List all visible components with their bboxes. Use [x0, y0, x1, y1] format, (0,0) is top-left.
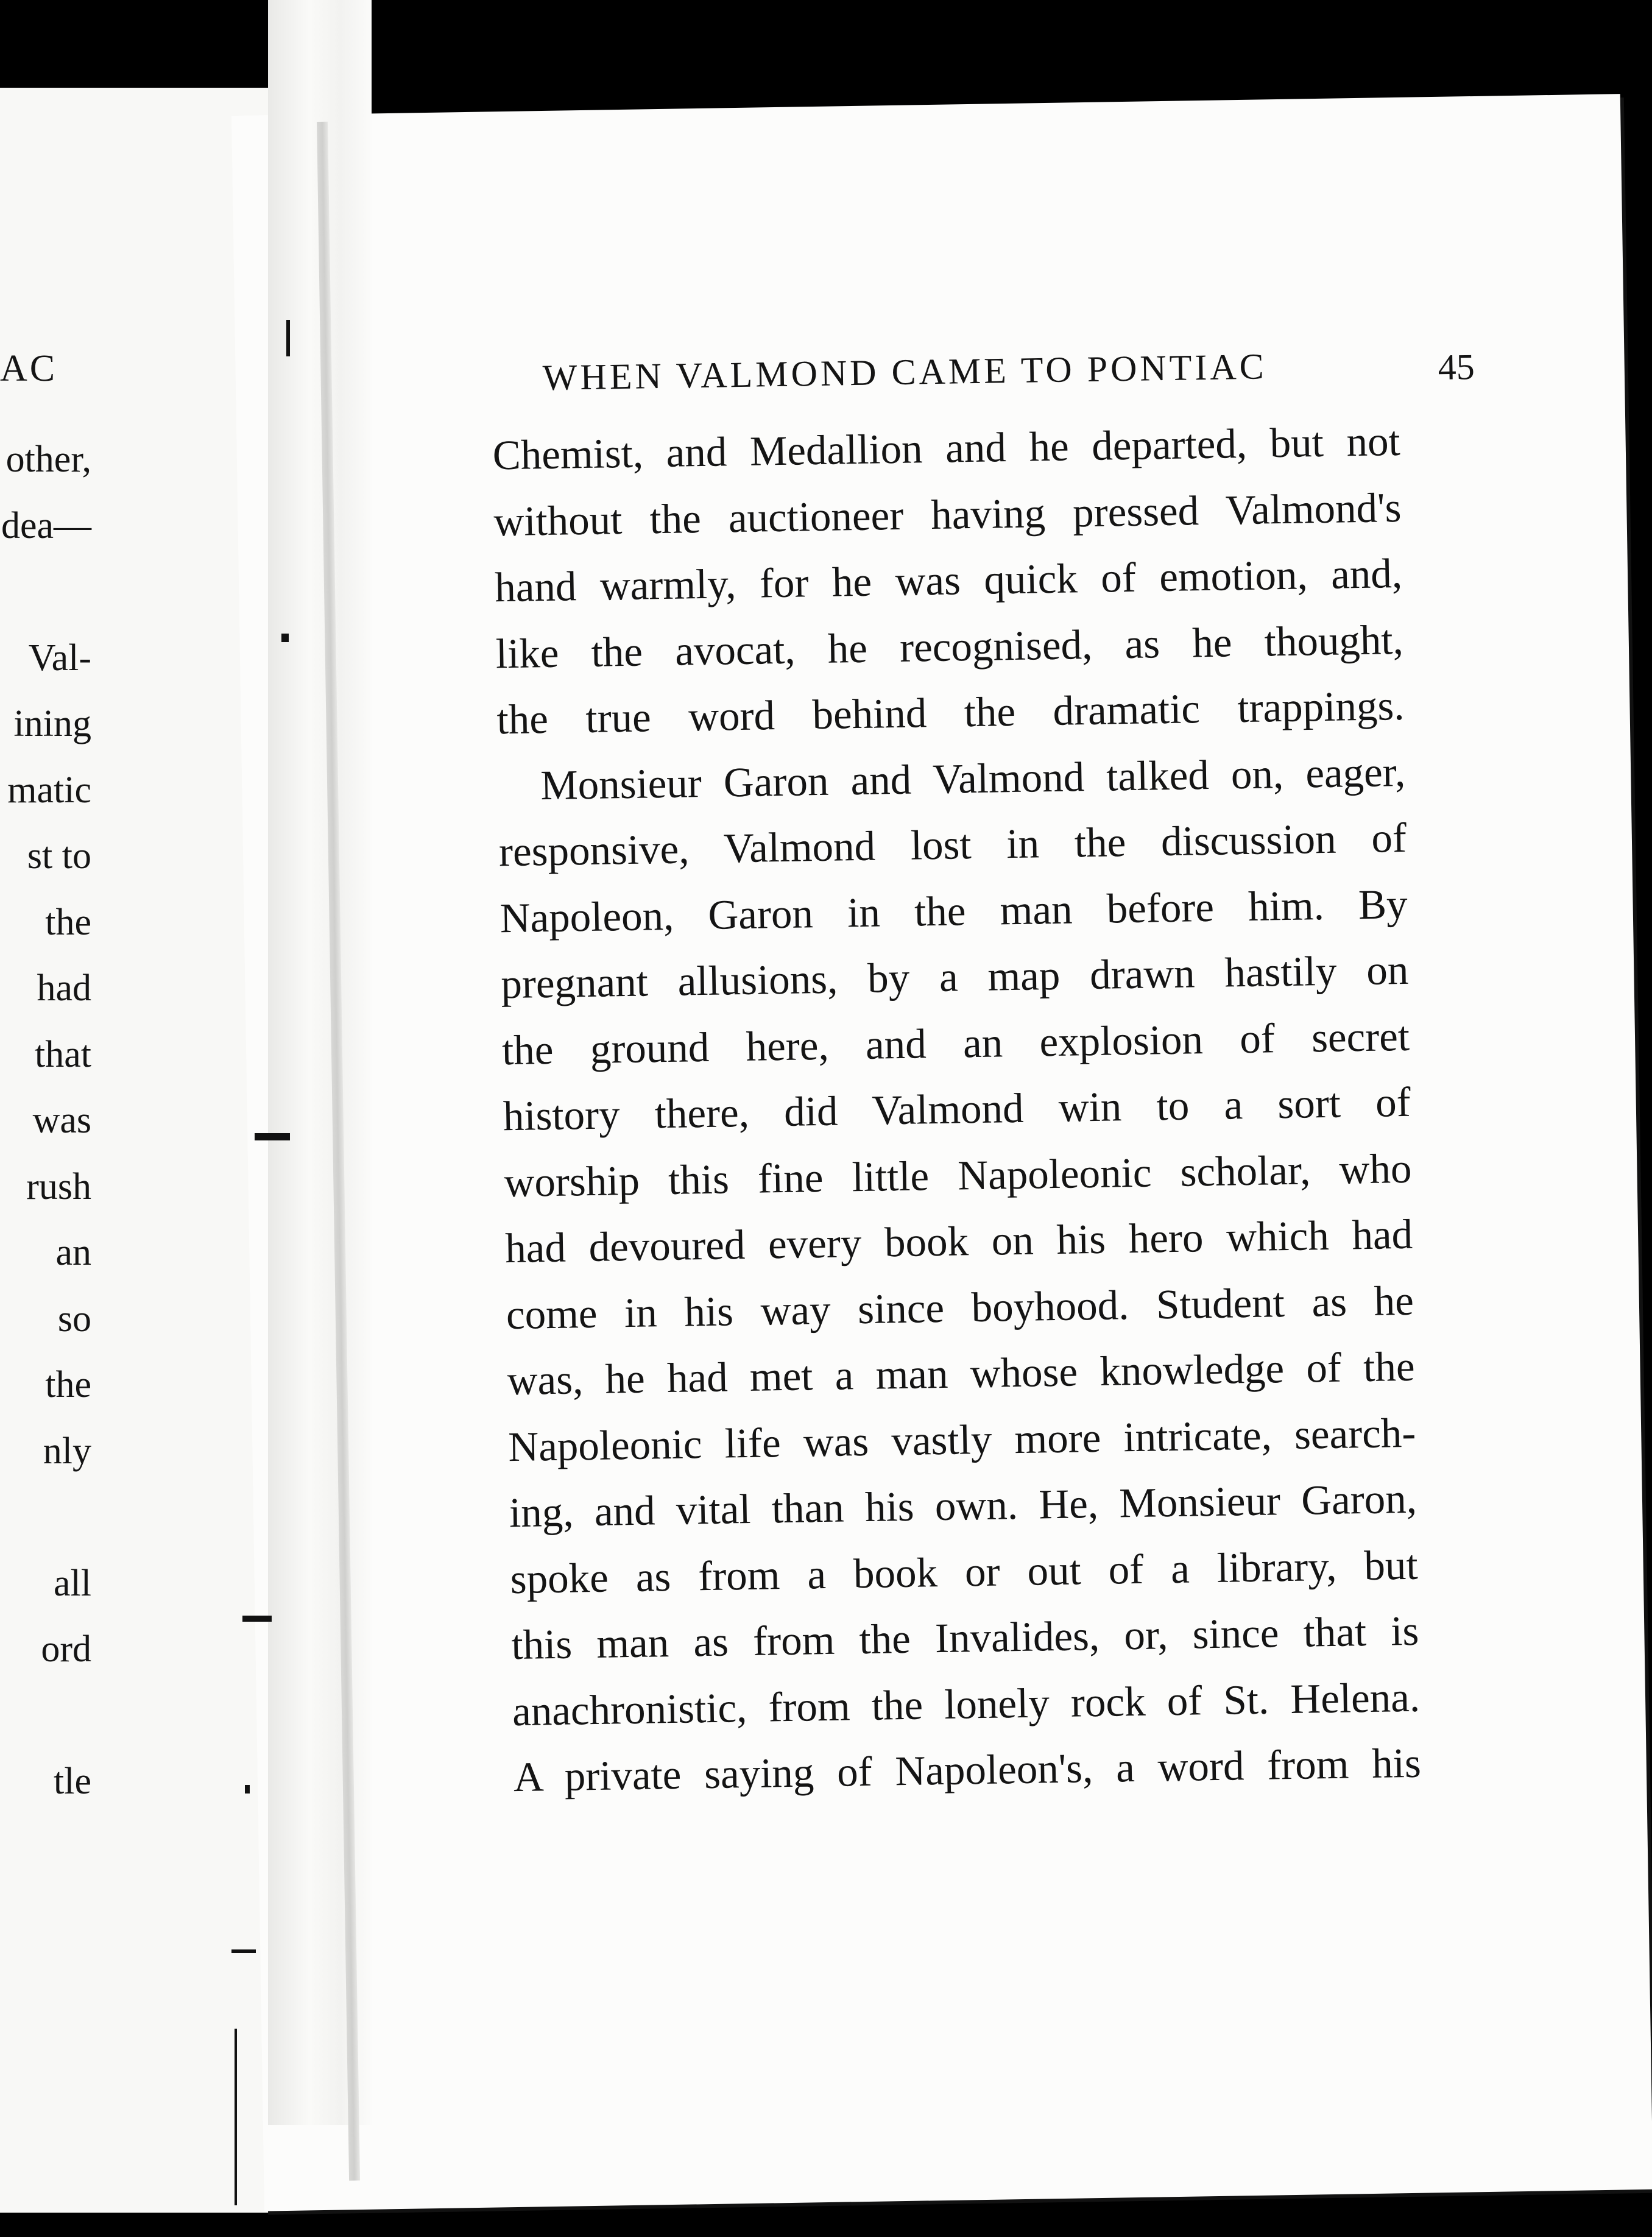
gutter-mark	[255, 1133, 290, 1140]
text-line: Monsieur Garon and Valmond talked on, eager,	[540, 748, 1406, 808]
page-number: 45	[1438, 347, 1475, 387]
gutter-mark	[231, 1949, 256, 1953]
gutter-mark	[245, 1785, 250, 1793]
text-line: responsive, Valmond lost in the discussion of	[498, 814, 1407, 875]
left-text-fragment: all	[54, 1562, 91, 1604]
gutter-mark	[235, 2029, 237, 2205]
text-line: pregnant allusions, by a map drawn hastily on	[500, 946, 1409, 1008]
text-line: Chemist, and Medallion and he departed, but not	[492, 417, 1401, 479]
left-text-fragment: ining	[13, 703, 91, 744]
left-text-fragment: dea—	[1, 504, 91, 546]
left-text-fragment: matic	[7, 769, 91, 811]
text-line: this man as from the Invalides, or, since that is	[510, 1607, 1419, 1669]
left-text-fragment: nly	[43, 1430, 91, 1472]
gutter-mark	[281, 634, 289, 642]
text-line: spoke as from a book or out of a library, but	[510, 1541, 1419, 1602]
text-line: ing, and vital than his own. He, Monsieur Garon,	[509, 1475, 1417, 1536]
text-line: without the auctioneer having pressed Valmond's	[493, 484, 1402, 545]
left-text-fragment: other,	[5, 439, 91, 480]
text-line: worship this fine little Napoleonic scholar, who	[503, 1145, 1412, 1206]
left-text-fragment: was	[32, 1100, 91, 1141]
running-head: WHEN VALMOND CAME TO PONTIAC	[542, 346, 1268, 398]
text-line: like the avocat, he recognised, as he thought,	[495, 616, 1404, 677]
left-text-fragment: Val-	[28, 637, 91, 679]
body-text	[492, 408, 1422, 1811]
left-text-fragment: an	[55, 1232, 91, 1273]
right-page	[231, 94, 1652, 2211]
text-line: anachronistic, from the lonely rock of St. Helena.	[512, 1673, 1421, 1734]
text-line: A private saying of Napoleon's, a word from his	[513, 1739, 1422, 1801]
text-line: Napoleonic life was vastly more intricate, search-	[507, 1409, 1416, 1470]
gutter-mark	[242, 1616, 272, 1622]
text-line: come in his way since boyhood. Student as he	[506, 1277, 1414, 1338]
left-text-fragment: the	[45, 901, 91, 943]
left-running-head-fragment: AC	[0, 348, 58, 389]
text-line: hand warmly, for he was quick of emotion, and,	[494, 550, 1403, 611]
left-text-fragment: rush	[26, 1165, 91, 1207]
text-line: history there, did Valmond win to a sort of	[503, 1078, 1411, 1140]
text-line: was, he had met a man whose knowledge of the	[507, 1343, 1416, 1404]
text-line: had devoured every book on his hero which had	[504, 1210, 1413, 1272]
left-text-fragment: st to	[27, 835, 91, 877]
text-line: the true word behind the dramatic trappings.	[496, 682, 1405, 743]
left-text-fragment: so	[57, 1298, 91, 1340]
text-line: the ground here, and an explosion of secret	[501, 1012, 1410, 1073]
left-text-fragment: tle	[54, 1761, 91, 1802]
gutter-mark	[286, 320, 290, 356]
left-text-fragment: ord	[41, 1628, 91, 1670]
left-text-fragment: the	[45, 1364, 91, 1405]
left-text-fragment: that	[35, 1033, 91, 1075]
left-text-fragment: had	[37, 967, 91, 1009]
text-line: Napoleon, Garon in the man before him. By	[499, 880, 1408, 941]
